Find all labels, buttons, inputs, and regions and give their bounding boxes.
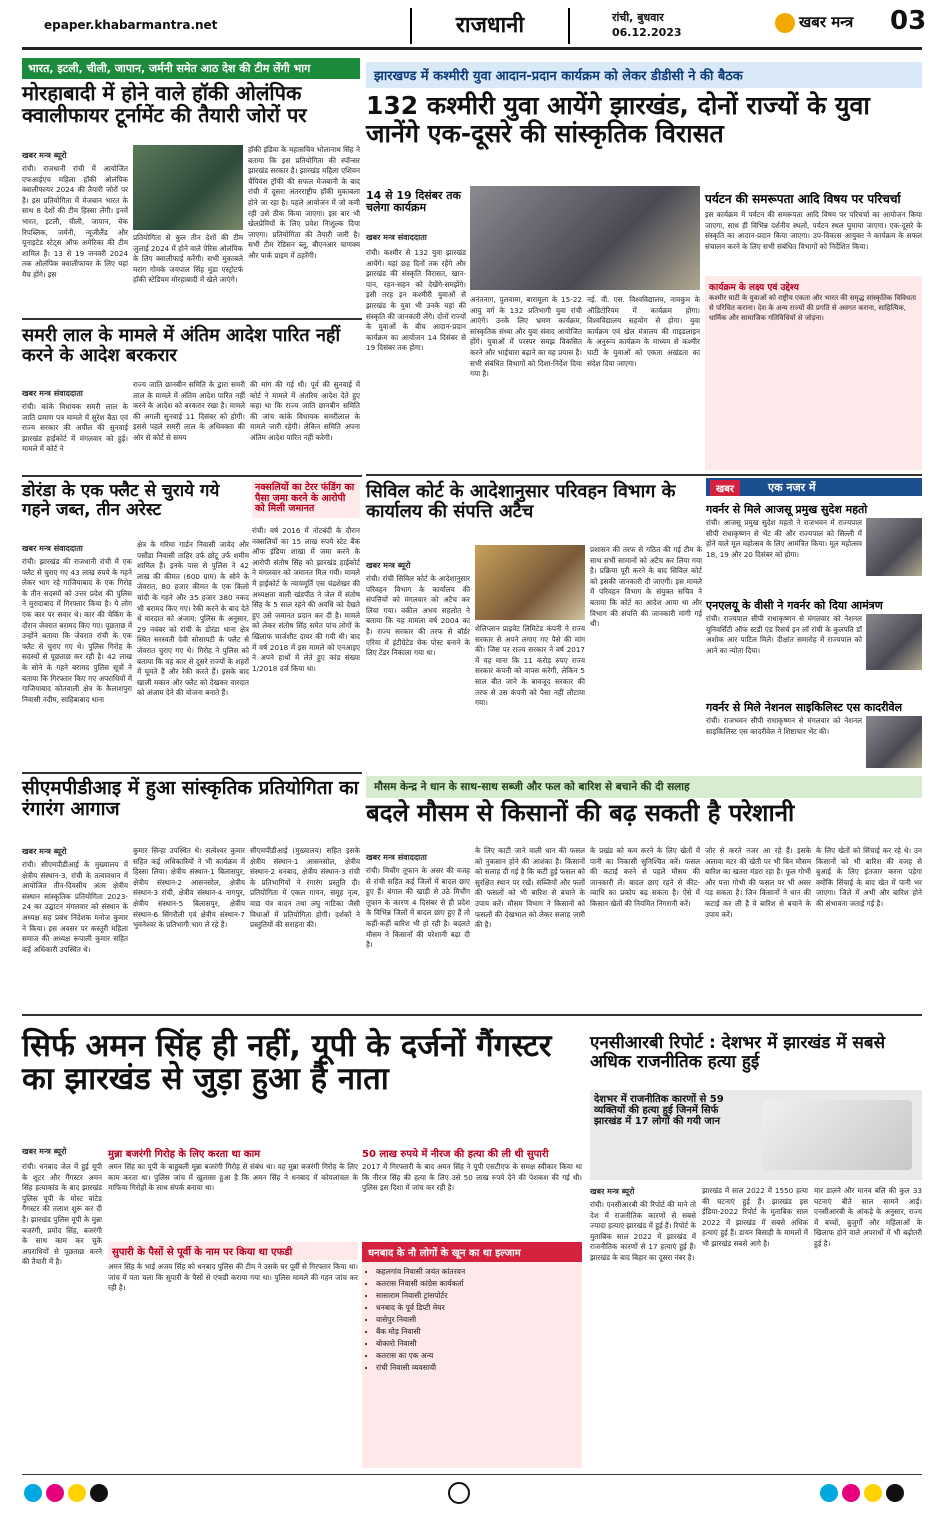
ncrb-headline: एनसीआरबी रिपोर्ट : देशभर में झारखंड में सबसे अधिक राजनीतिक हत्या हुई (590, 1033, 886, 1073)
weather-body-5: के लिए खेतों को सिंचाई कर रहे थे। उन किसानों को भी बारिश की वजह से बुआई के लिए इंतजार करना पड़ेगा क्योंकि सिंचाई के बाद खेत में पानी भर जाएगा। जिले में अभी और बारिश होने की संभावना जताई गई है। (816, 846, 922, 908)
hockey-byline: खबर मन्त्र ब्यूरो (22, 151, 67, 160)
civil-body-2: शेलिप्लान प्राइवेट लिमिटेड कंपनी ने राज्य सरकार से अपने लगाए गए पैसे की मांग की। जिस पर राज्य सरकार ने वर्ष 2017 में यह माना कि 11 करोड़ रुपए राज्य सरकार कंपनी को वापस करेगी, लेकिन 5 साल बीत जाने के बावजूद सरकार की तरफ से उस कंपनी को पैसा नहीं लौटाया गया। (475, 624, 585, 708)
cmpdi-headline: सीएमपीडीआइ में हुआ सांस्कृतिक प्रतियोगिता का रंगारंग आगाज (22, 777, 359, 821)
header-rule (22, 47, 922, 50)
cmpdi-body-2: कुमार सिन्हा उपस्थित थे। सत्येश्वर कुमार सहित कई अधिकारियों ने भी कार्यक्रम में हिस्सा लिया। क्षेत्रीय संस्थान-1 बिलासपुर, क्षेत्रीय संस्थान-2 आसनसोल, क्षेत्रीय संस्थान-3 रांची, क्षेत्रीय संस्थान-4 नागपुर, क्षेत्रीय संस्थान-5 बिलासपुर, क्षेत्रीय संस्थान-6 सिंगरौली एवं क्षेत्रीय संस्थान-7 भुवनेश्वर के प्रतिभागी भाग ले रहे हैं। (133, 846, 245, 930)
civil-byline: खबर मन्त्र ब्यूरो (366, 561, 411, 570)
ncrb-body-3: मार डालने और मानव बलि की कुल 33 घटनाएं बीते साल सामने आईं। एनसीआरबी के आंकड़े के अनुसार, राज्य में बच्चों, बुजुर्गों और महिलाओं के खिलाफ होने वाले अपराधों में भी बढ़ोतरी हुई है। (814, 1186, 922, 1248)
kashmir-headline: 132 कश्मीरी युवा आयेंगे झारखंड, दोनों राज्यों के युवा जानेंगे एक-दूसरे की सांस्कृतिक विरासत (366, 91, 870, 148)
aman-list-item: • कतरास निवासी कांग्रेस कार्यकर्ता (376, 1278, 582, 1290)
kashmir-meeting-photo (470, 186, 700, 290)
weather-body-1: रांची। मिचौंग तूफान के असर की वजह से रांची सहित कई जिलों में बादल छाए हुए हैं। बंगाल की खाड़ी से उठे मिचौंग तूफान के कारण 4 दिसंबर से ही प्रदेश के विभिन्न जिलों में बादल छाए हुए हैं तो कहीं-कहीं बारिश भी हो रही है। बदलते मौसम ने किसानों की परेशानी बढ़ा दी है। (366, 866, 470, 950)
doranda-body-1: रांची। झारखंड की राजधानी रांची में एक फ्लैट से चुराए गए 43 लाख रुपये के गहने लेकर भाग रहे गाजियाबाद के एक गिरोह के तीन सदस्यों को उत्तर प्रदेश की पुलिस ने मुरादाबाद में गिरफ्तार किया है। ये लोग एक कार पर सवार थे। कार की चेकिंग के दौरान जेवरात बरामद किए गए। पूछताछ में उन्होंने बताया कि जेवरात रांची के एक फ्लैट से चुराए गए थे। पुलिस गिरोह के सदस्यों से पूछताछ कर रही है। 42 लाख के सोने के गहने बरामद पुलिस सूत्रों ने बताया कि गिरफ्तार किए गए अपराधियों में गाजियाबाद कोतवाली क्षेत्र के कैलाशपुरा निवासी नदीम, साहिबाबाद थाना (22, 557, 132, 704)
hockey-body-3: हॉकी इंडिया के महासचिव भोलानाथ सिंह ने बताया कि इस प्रतियोगिता की स्पॉन्सर झारखंड सरकार है। झारखंड महिला एशियन चैंपियंस ट्रॉफी की सफल मेजबानी के बाद रांची में दूसरा अंतरराष्ट्रीय हॉकी मुकाबला होने जा रहा है। पहले आयोजन में जो कमी रही उसे ठीक किया जाएगा। इस बार भी खेलप्रेमियों के लिए प्रवेश निःशुल्क दिया जाएगा। प्रतियोगिता की तैयारी जारी है। सभी टीम रेडिसन ब्लू, बीएनआर चाणक्य और पार्क प्राइम में ठहरेंगी। (248, 145, 360, 260)
naksal-headline: नक्सलियों का टेरर फंडिंग का पैसा जमा करने के आरोपी को मिली जमानत (252, 480, 360, 518)
brief-1-body: रांची। आजसू प्रमुख सुदेश महतो ने राजभवन में राज्यपाल सीपी राधाकृष्णन से भेंट की और राज्यपाल को सिल्ली में होने वाले मूल महोत्सव के लिए आमंत्रित किया। मूल महोत्सव 18, 19 और 20 दिसंबर को होगा। (706, 518, 862, 559)
aman-list-box (362, 1242, 582, 1468)
aman-sub-3: 50 लाख रुपये में नीरज की हत्या की ली थी सुपारी (362, 1149, 549, 1160)
samri-body-3: की मांग की गई थी। पूर्व की सुनवाई में कोर्ट ने मामले में अंतरिम आदेश देते हुए कहा था कि राज्य जाति छानबीन समिति की जांच कांके विधायक समरीलाल के मामले जारी रहेगी। लेकिन समिति अपना अंतिम आदेश पारित नहीं करेगी। (250, 380, 360, 442)
black-mark (90, 1484, 108, 1502)
footer-rule (22, 1474, 922, 1475)
divider (22, 772, 362, 774)
weather-body-3: के प्रखंड को कम करने के लिए खेतों में पानी का निकासी सुनिश्चित करें। फसल की कटाई करने से पहले मौसम की जानकारी लें। बादल छाए रहने से कीट-व्याधि का प्रकोप बढ़ सकता है। ऐसे में किसान खेतों की नियमित निगरानी करें। (590, 846, 700, 908)
hockey-photo (133, 145, 243, 230)
doranda-byline: खबर मन्त्र संवाददाता (22, 544, 83, 553)
kashmir-body-2: अनंतनाग, पुलवामा, बारामूला के 15-22 आयु वर्ग के 132 प्रतिभागी युवा रांची आएंगे। उनके लिए भ्रमण कार्यक्रम, सांस्कृतिक संध्या और युवा संवाद आयोजित होंगे। युवाओं में परस्पर समझ विकसित करने और भाईचारा बढ़ाने का यह प्रयास है। सभी संबंधित विभागों को दिशा-निर्देश दिया गया है। (470, 295, 582, 379)
divider (22, 1014, 922, 1016)
civil-photo (475, 545, 585, 620)
header-date: 06.12.2023 (612, 26, 682, 39)
civil-body-3: प्रशासन की तरफ से गठित की गई टीम के साथ सभी सामानों को अटैच कर लिया गया है। प्रक्रिया पूरी करने के बाद सिविल कोर्ट को इसकी जानकारी दी जाएगी। इस मामले में परिवहन विभाग के संयुक्त सचिव ने बताया कि कोर्ट का आदेश आया था और विभाग की संपत्ति की जानकारी मांगी गई थी। (590, 545, 702, 629)
brand-logo (775, 12, 853, 33)
brief-header (706, 478, 922, 496)
brief-2-photo (866, 614, 922, 670)
ncrb-graphic (590, 1090, 922, 1180)
magenta-mark (46, 1484, 64, 1502)
brief-3-body: रांची। राजभवन सीपी राधाकृष्णन से मंगलवार को नेशनल साइकिलिस्ट एस कादरीवेल ने शिष्टाचार भेंट की। (706, 716, 862, 736)
brief-1-photo (866, 518, 922, 576)
ncrb-body-1: रांची। एनसीआरबी की रिपोर्ट की माने तो देश में राजनीतिक कारणों से सबसे ज्यादा हत्याएं झारखंड में हुई हैं। रिपोर्ट के मुताबिक साल 2022 में झारखंड में राजनीतिक कारणों से 17 हत्याएं हुई हैं। झारखंड के बाद बिहार का दूसरा नंबर है। (590, 1200, 696, 1262)
cyan-mark (820, 1484, 838, 1502)
aman-body-4: 2017 में गिरफ्तारी के बाद अमन सिंह ने यूपी एसटीएफ के समक्ष स्वीकार किया था कि नीरज सिंह की हत्या के लिए उसे 50 लाख रुपये देने की पेशकश की गई थी। पुलिस इस दिशा में जांच कर रही है। (362, 1162, 582, 1193)
ncrb-body-2: झारखंड में साल 2022 में 1550 हत्या की घटनाएं हुई हैं। झारखंड इस ईडिया-2022 रिपोर्ट के मुताबिक साल 2022 में झारखंड में सबसे अधिक हत्याएं हुई हैं। डायन बिसाही के मामलों में भी झारखंड सबसे आगे है। (702, 1186, 808, 1248)
aman-sub-2: सुपारी के पैसों से पूर्वी के नाम पर किया था एफडी (108, 1242, 358, 1260)
samri-headline: समरी लाल के मामले में अंतिम आदेश पारित नहीं करने के आदेश बरकरार (22, 325, 341, 367)
aman-list (362, 1266, 582, 1374)
weather-kicker: मौसम केन्द्र ने धान के साथ-साथ सब्जी और फल को बारिश से बचाने की दी सलाह (366, 776, 922, 798)
civil-body-1: रांची। रांची सिविल कोर्ट के आदेशानुसार परिवहन विभाग के कार्यालय की संपत्तियों को मंगलवार को अटैच कर लिया गया। वकील अभय सहलोत ने बताया कि यह मामला वर्ष 2004 का है। राज्य सरकार की तरफ से बॉर्डर एरिया में इंटीग्रेटेड चेक पोस्ट बनाने के लिए टेंडर निकाला गया था। (366, 574, 470, 658)
aman-list-item: • कहलगांव निवासी जयंत कांतरवन (376, 1266, 582, 1278)
aman-sub-4: धनबाद के नौ लोगों के खून का था इल्जाम (362, 1242, 582, 1262)
aman-list-item: • धनबाद के पूर्व डिप्टी मेयर (376, 1302, 582, 1314)
magenta-mark (842, 1484, 860, 1502)
kashmir-bar: झारखण्ड में कश्मीरी युवा आदान-प्रदान कार्यक्रम को लेकर डीडीसी ने की बैठक (366, 62, 922, 88)
kashmir-goals-box (705, 276, 922, 470)
samri-body-2: राज्य जाति छानबीन समिति के द्वारा समरी लाल के मामले में अंतिम आदेश पारित नहीं करने के आदेश को बरकरार रखा है। मामले की अगली सुनवाई 11 दिसंबर को होगी। इससे पहले समरी लाल के अधिवक्ता की ओर से कोर्ट से समय (133, 380, 245, 442)
kashmir-goals-body: कश्मीर घाटी के युवाओं को राष्ट्रीय एकता और भारत की समृद्ध सांस्कृतिक विविधता से परिचित कराना। देश के अन्य राज्यों की प्रगति से अवगत कराना, साहित्यिक, धार्मिक और सामाजिक गतिविधियों से जोड़ना। (709, 294, 917, 322)
chalk-outline-graphic (762, 1100, 912, 1170)
brief-1-head: गवर्नर से मिले आजसू प्रमुख सुदेश महतो (706, 503, 868, 516)
aman-sub-1: मुन्ना बजरंगी गिरोह के लिए करता था काम (108, 1149, 261, 1160)
aman-list-item: • सासाराम निवासी ट्रांसपोर्टर (376, 1290, 582, 1302)
cmpdi-byline: खबर मन्त्र ब्यूरो (22, 847, 67, 856)
hockey-kicker: भारत, इटली, चीली, जापान, जर्मनी समेत आठ देश की टीम लेंगी भाग (22, 58, 360, 79)
kashmir-right-head: पर्यटन की समरूपता आदि विषय पर परिचर्चा (705, 192, 901, 206)
naksal-body: रांची। वर्ष 2016 में नोटबंदी के दौरान नक्सलियों का 15 लाख रुपये स्टेट बैंक ऑफ इंडिया शाखा में जमा करने के आरोपी संतोष सिंह को झारखंड हाईकोर्ट ने मंगलवार को जमानत मिल गयी। मामले में हाईकोर्ट के न्यायमूर्ति एस चंद्रशेखर की अध्यक्षता वाली खंडपीठ ने जेल में संतोष सिंह के 5 साल रहने की अवधि को देखते हुए उसे जमानत प्रदान कर दी है। मामले को लेकर संतोष सिंह समेत पांच लोगों के खिलाफ चार्जशीट दायर की गयी थी। बाद में वर्ष 2018 में इस मामले को एनआइए ने अपने हाथों में लेते हुए कांड संख्या 1/2018 दर्ज किया था। (252, 526, 360, 673)
header-url: epaper.khabarmantra.net (44, 18, 218, 32)
aman-list-item: • रांची निवासी व्यवसायी (376, 1362, 582, 1374)
kashmir-subhead: 14 से 19 दिसंबर तक चलेगा कार्यक्रम (366, 189, 461, 215)
doranda-body-2: क्षेत्र के गरिमा गार्डन निवासी जावेद और पसौंडा निवासी ताहिर उर्फ छोटू उर्फ शमीम शामिल हैं। इनके पास से पुलिस ने 42 लाख की कीमत (600 ग्राम) के सोने के जेवरात, 80 हजार कीमत के एक किलो चांदी के गहने और 35 हजार 380 नकद भी बरामद किए गए। रेकी करने के बाद देते थे वारदात को अंजाम: पुलिस के अनुसार, 29 नवंबर को रांची के डोरंडा थाना क्षेत्र स्थित सरस्वती देवी सोसायटी के फ्लैट से जेवरात चुराए गए थे। गिरोह ने पुलिस को बताया कि वह कार से दूसरे राज्यों के शहरों में घूमते हैं और रेकी करते हैं। इसके बाद खाली मकान और फ्लैट को देखकर वारदात को अंजाम देने की योजना बनाते हैं। (137, 540, 249, 698)
page-number: 03 (890, 6, 927, 36)
brief-tag: खबर (710, 480, 740, 496)
aman-list-item: • कतरास का एक अन्य (376, 1350, 582, 1362)
brief-2-body: रांची। राज्यपाल सीपी राधाकृष्णन से मंगलवार को नेशनल यूनिवर्सिटी ऑफ स्टडी एंड रिसर्च इन लॉ रांची के कुलपति डॉ अशोक आर पाटिल मिले। दीक्षांत समारोह में राज्यपाल को आने का न्योता दिया। (706, 614, 862, 655)
brief-title: एक नजर में (768, 481, 816, 494)
aman-headline: सिर्फ अमन सिंह ही नहीं, यूपी के दर्जनों गैंगस्टर का झारखंड से जुड़ा हुआ है नाता (22, 1028, 552, 1098)
samri-body-1: रांची। कांके विधायक समरी लाल के जाति प्रमाण पत्र मामले में सुरेश बैठा एवं राज्य सरकार की अपील की सुनवाई झारखंड हाईकोर्ट में मंगलवार को हुई। मामले में कोर्ट ने (22, 402, 128, 454)
footer-color-marks-left (24, 1484, 112, 1506)
ncrb-byline: खबर मन्त्र ब्यूरो (590, 1187, 635, 1196)
divider (22, 475, 362, 477)
registration-mark-icon (448, 1482, 470, 1504)
aman-list-item: • बोकारो निवासी (376, 1338, 582, 1350)
samri-byline: खबर मन्त्र संवाददाता (22, 389, 83, 398)
ncrb-box-text: देशभर में राजनीतिक कारणों से 59 व्यक्तियों की हत्या हुई जिनमें सिर्फ झारखंड में 17 लोगों की गयी जान (594, 1094, 724, 1128)
kashmir-byline: खबर मन्त्र संवाददाता (366, 233, 427, 242)
black-mark (886, 1484, 904, 1502)
aman-byline: खबर मन्त्र ब्यूरो (22, 1147, 67, 1156)
aman-list-item: • वासेपुर निवासी (376, 1314, 582, 1326)
kashmir-goals-head: कार्यक्रम के लक्ष्य एवं उद्देश्य (709, 283, 799, 293)
weather-body-4: जोर से करते नजर आ रहे हैं। इसके अलावा मटर की खेती पर भी बिन मौसम बारिश का खतरा मंडरा रहा है। फूल गोभी और पत्ता गोभी की फसल पर भी असर पड़ सकता है। जिन किसानों ने धान की कटाई कर ली है वे बारिश से बचाने के उपाय करें। (705, 846, 811, 919)
hockey-body-1: रांची। राजधानी रांची में आयोजित एफआईएच महिला हॉकी ओलंपिक क्वालीफायर 2024 की तैयारी जोरों पर है। इस प्रतियोगिता में मेजबान भारत के साथ 8 देशों की टीम हिस्सा लेंगी। इनमें भारत, इटली, चीली, जापान, चेक रिपब्लिक, जर्मनी, न्यूजीलैंड और यूनाइटेड स्टेट्स ऑफ अमेरिका की टीम शामिल हैं। 13 से 19 जनवरी 2024 तक ओलंपिक क्वालीफायर के लिए यहां मैच होंगे। इस (22, 164, 128, 279)
civil-headline: सिविल कोर्ट के आदेशानुसार परिवहन विभाग के कार्यालय की संपत्ति अटैच (366, 481, 676, 523)
yellow-mark (68, 1484, 86, 1502)
section-title: राजधानी (410, 8, 570, 44)
cmpdi-body-3: सीएमपीडीआई (मुख्यालय) सहित इसके क्षेत्रीय संस्थान-1 आसनसोल, क्षेत्रीय संस्थान-2 धनबाद, क्षेत्रीय संस्थान-3 रांची के प्रतिभागियों ने रंगारंग प्रस्तुति दी। प्रतियोगिता में एकल गायन, समूह नृत्य, वाद्य यंत्र वादन तथा लघु नाटिका जैसी विधाओं में प्रतियोगिता होगी। दर्शकों ने प्रस्तुतियों की सराहना की। (250, 846, 360, 930)
weather-body-2: के लिए काटी जाने वाली धान की फसल को नुकसान होने की आशंका है। किसानों को सलाह दी गई है कि कटी हुई फसल को सुरक्षित स्थान पर रखें। सब्जियों और फलों की फसलों को भी बारिश से बचाने के उपाय करें। मौसम विभाग ने किसानों को फसलों की देखभाल को लेकर सलाह जारी की है। (475, 846, 585, 930)
hockey-body-2: प्रतियोगिता से कुल तीन देशों की टीम जुलाई 2024 में होने वाले पेरिस ओलंपिक के लिए क्वालीफाई करेंगी। सभी मुकाबले मरांग गोमके जयपाल सिंह मुंडा एस्ट्रोटर्फ हॉकी स्टेडियम मोरहाबादी में खेले जाएंगे। (133, 233, 243, 285)
brief-3-photo (866, 716, 922, 768)
weather-headline: बदले मौसम से किसानों की बढ़ सकती है परेशानी (366, 799, 795, 827)
footer-color-marks-right (820, 1484, 908, 1506)
aman-list-item: • बैंक मोड़ निवासी (376, 1326, 582, 1338)
aman-body-1: रांची। धनबाद जेल में हुई यूपी के शूटर और गैंगस्टर अमन सिंह हत्याकांड के बाद झारखंड पुलिस यूपी के मोस्ट वांटेड गैंगस्टर की तलाश शुरू कर दी है। झारखंड पुलिस यूपी के मुन्ना बजरंगी, प्रमोद सिंह, बजरंगी के साथ काम कर चुके अपराधियों से पूछताछ करने की तैयारी में है। (22, 1162, 102, 1267)
brand-name: खबर मन्त्र (799, 13, 854, 31)
cmpdi-body-1: रांची। सीएमपीडीआई के मुख्यालय में क्षेत्रीय संस्थान-3, रांची के तत्वावधान में आयोजित तीन-दिवसीय अंतर क्षेत्रीय संस्थान सांस्कृतिक प्रतियोगिता 2023-24 का उद्घाटन मंगलवार को संस्थान के अध्यक्ष सह प्रबंध निदेशक मनोज कुमार ने किया। इस अवसर पर कस्तूरी महिला समाज की अध्यक्ष रूपाली कुमार सहित कई अधिकारी उपस्थित थे। (22, 860, 128, 954)
yellow-mark (864, 1484, 882, 1502)
doranda-headline: डोरंडा के एक फ्लैट से चुराये गये गहने जब्त, तीन अरेस्ट (22, 481, 220, 521)
brief-2-head: एनएलयू के वीसी ने गवर्नर को दिया आमंत्रण (706, 599, 883, 612)
aman-body-3: अमन सिंह के भाई अजय सिंह को धनबाद पुलिस की टीम ने उसके घर पूर्वी से गिरफ्तार किया था। जांच में पता चला कि सुपारी के पैसों से एफडी कराया गया था। पुलिस मामले की गहन जांच कर रही है। (108, 1262, 358, 1293)
weather-byline: खबर मन्त्र संवाददाता (366, 853, 427, 862)
hockey-headline: मोरहाबादी में होने वाले हॉकी ओलंपिक क्वालीफायर टूर्नामेंट की तैयारी जोरों पर (22, 81, 307, 128)
aman-body-2: अमन सिंह का यूपी के बाहुबली मुन्ना बजरंगी गिरोह से संबंध था। वह मुन्ना बजरंगी गिरोह के लिए काम करता था। पुलिस जांच में खुलासा हुआ है कि अमन सिंह ने धनबाद में कोयलांचल के माफिया गिरोहों के साथ संपर्क बनाया था। (108, 1162, 358, 1193)
kashmir-body-3: नई. वी. एस. विश्वविद्यालय, नामकुम के ऑडिटोरियम में कार्यक्रम होगा। विश्वविद्यालय सहयोग से होगा। युवा कार्यक्रम एवं खेल मंत्रालय की गाइडलाइन के अनुरूप कार्यक्रम के माध्यम से कश्मीर घाटी के युवाओं को एकता अखंडता का संदेश दिया जाएगा। (587, 295, 700, 368)
header-city-day: रांची, बुधवार (612, 11, 664, 24)
divider (22, 318, 362, 320)
kashmir-body-1: रांची। कश्मीर से 132 युवा झारखंड आयेंगे। यहां छह दिनों तक रहेंगे और झारखंड की संस्कृति विरासत, खान-पान, रहन-सहन को देखेंगे-समझेंगे। इसी तरह इन कश्मीरी युवाओं से झारखंड के युवा भी उनके यहां की संस्कृति की जानकारी लेंगे। दोनों राज्यों के युवाओं के बीच आदान-प्रदान कार्यक्रम का आयोजन 14 दिसंबर से 19 दिसंबर तक होगा। (366, 248, 466, 353)
brand-logo-icon (775, 13, 795, 33)
cyan-mark (24, 1484, 42, 1502)
brief-3-head: गवर्नर से मिले नेशनल साइकिलिस्ट एस कादरीवेल (706, 701, 903, 714)
header-dateline (612, 10, 682, 40)
divider (366, 474, 922, 476)
kashmir-right-body: इस कार्यक्रम में पर्यटन की समरूपता आदि विषय पर परिचर्चा का आयोजन किया जाएगा, साथ ही विभिन्न दर्शनीय स्थलों, पर्यटन स्थल घुमाया जाएगा। एक-दूसरे के संस्कृति का आदान-प्रदान किया जाएगा। उप-विकास आयुक्त ने कार्यक्रम के सफल संचालन करने के लिए सभी संबंधित विभागों को निर्देशित किया। (705, 210, 922, 251)
